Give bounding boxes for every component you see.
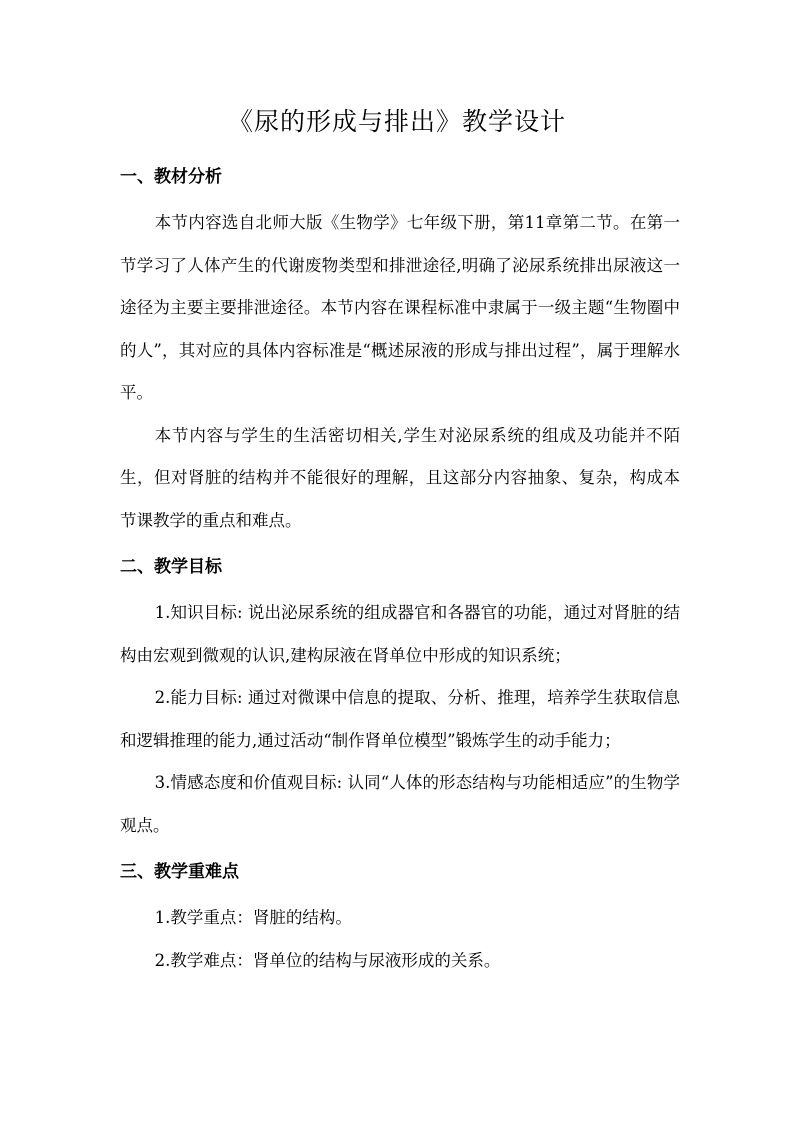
paragraph: 本节内容与学生的生活密切相关,学生对泌尿系统的组成及功能并不陌生，但对肾脏的结构并不能很好的理解，且这部分内容抽象、复杂，构成本节课教学的重点和难点。 xyxy=(120,425,680,530)
section-heading: 二、教学目标 xyxy=(120,557,222,577)
section-heading: 三、教学重难点 xyxy=(120,862,239,882)
section-key-points xyxy=(120,861,680,982)
section-teaching-goals xyxy=(120,556,680,847)
paragraph: 本节内容选自北师大版《生物学》七年级下册，第11章第二节。在第一节学习了人体产生的代谢废物类型和排泄途径,明确了泌尿系统排出尿液这一途径为主要主要排泄途径。本节内容在课程标准中隶属于一级主题“生物圈中的人”，其对应的具体内容标准是“概述尿液的形成与排出过程”，属于理解水平。 xyxy=(120,213,680,402)
document-title: 《尿的形成与排出》教学设计 xyxy=(227,107,566,136)
goal-item: 3.情感态度和价值观目标: 认同“人体的形态结构与功能相适应”的生物学观点。 xyxy=(120,773,680,835)
goal-item: 2.能力目标: 通过对微课中信息的提取、分析、推理，培养学生获取信息和逻辑推理的能力,通过活动“制作肾单位模型”锻炼学生的动手能力； xyxy=(120,688,680,750)
key-point-item: 1.教学重点：肾脏的结构。 xyxy=(154,908,352,927)
goal-item: 1.知识目标: 说出泌尿系统的组成器官和各器官的功能，通过对肾脏的结构由宏观到微观的认识,建构尿液在肾单位中形成的知识系统； xyxy=(120,603,680,665)
document-body xyxy=(120,166,680,982)
key-point-item: 2.教学难点：肾单位的结构与尿液形成的关系。 xyxy=(154,950,501,970)
section-heading: 一、教材分析 xyxy=(120,167,222,187)
section-material-analysis xyxy=(120,166,680,542)
